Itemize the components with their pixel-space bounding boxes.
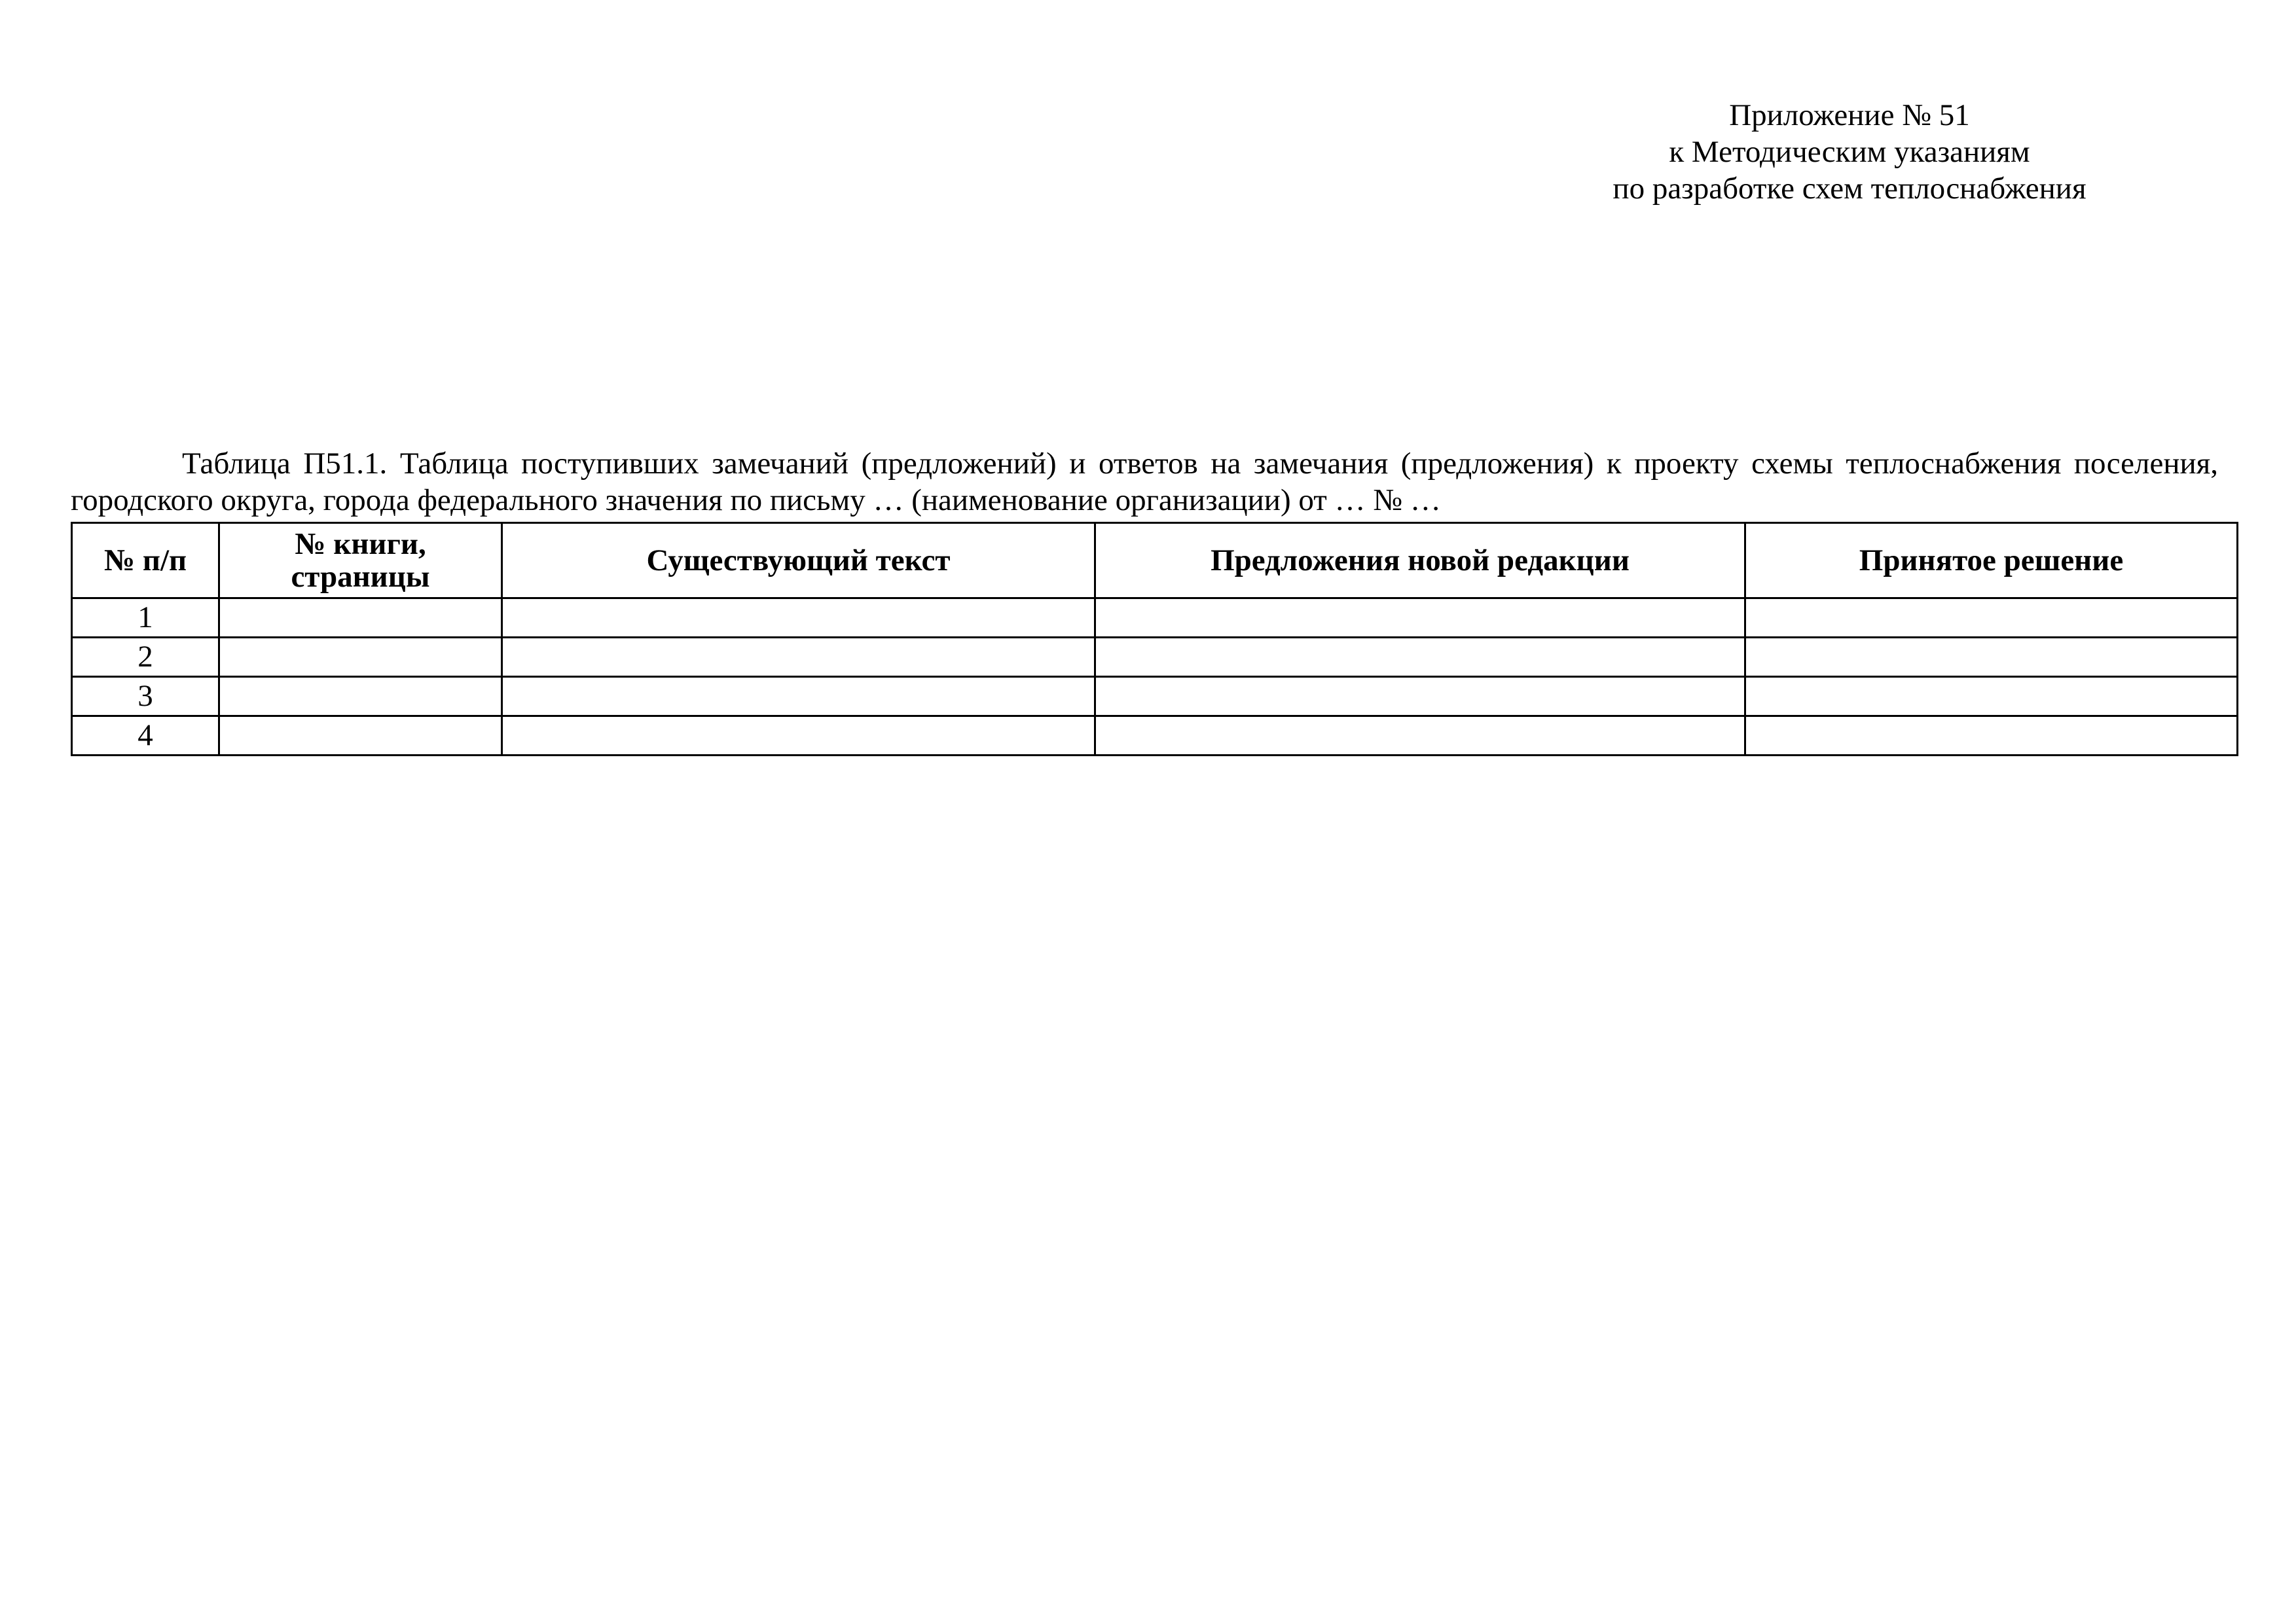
header-decision: Принятое решение <box>1745 523 2238 598</box>
table-caption: Таблица П51.1. Таблица поступивших замечаний (предложений) и ответов на замечания (предложения) к проекту схемы теплоснабжения поселения, городского округа, города федерального значения по письму … (наименование организации) от … № … <box>71 447 2218 517</box>
cell-existing-text <box>502 677 1095 716</box>
header-row-number: № п/п <box>72 523 219 598</box>
cell-decision <box>1745 677 2238 716</box>
cell-book-page <box>219 677 502 716</box>
table-header-row <box>72 523 2238 598</box>
header-existing-text: Существующий текст <box>502 523 1095 598</box>
cell-decision <box>1745 638 2238 677</box>
cell-book-page <box>219 598 502 638</box>
appendix-subject: по разработке схем теплоснабжения <box>1613 172 2086 206</box>
cell-row-number: 4 <box>72 716 219 756</box>
cell-existing-text <box>502 598 1095 638</box>
cell-row-number: 3 <box>72 677 219 716</box>
cell-book-page <box>219 716 502 756</box>
appendix-reference: к Методическим указаниям <box>1669 135 2030 169</box>
cell-new-wording <box>1095 638 1745 677</box>
appendix-header <box>1571 97 2128 207</box>
remarks-table <box>71 522 2238 756</box>
header-new-wording: Предложения новой редакции <box>1095 523 1745 598</box>
cell-row-number: 2 <box>72 638 219 677</box>
table-row <box>72 638 2238 677</box>
cell-decision <box>1745 598 2238 638</box>
table-row <box>72 598 2238 638</box>
header-book-page-label: № книги, страницы <box>291 527 430 594</box>
cell-row-number: 1 <box>72 598 219 638</box>
cell-existing-text <box>502 638 1095 677</box>
cell-new-wording <box>1095 598 1745 638</box>
cell-decision <box>1745 716 2238 756</box>
table-row <box>72 677 2238 716</box>
cell-new-wording <box>1095 716 1745 756</box>
cell-existing-text <box>502 716 1095 756</box>
header-book-page <box>219 523 502 598</box>
appendix-title: Приложение № 51 <box>1729 98 1970 132</box>
table-row <box>72 716 2238 756</box>
cell-book-page <box>219 638 502 677</box>
cell-new-wording <box>1095 677 1745 716</box>
